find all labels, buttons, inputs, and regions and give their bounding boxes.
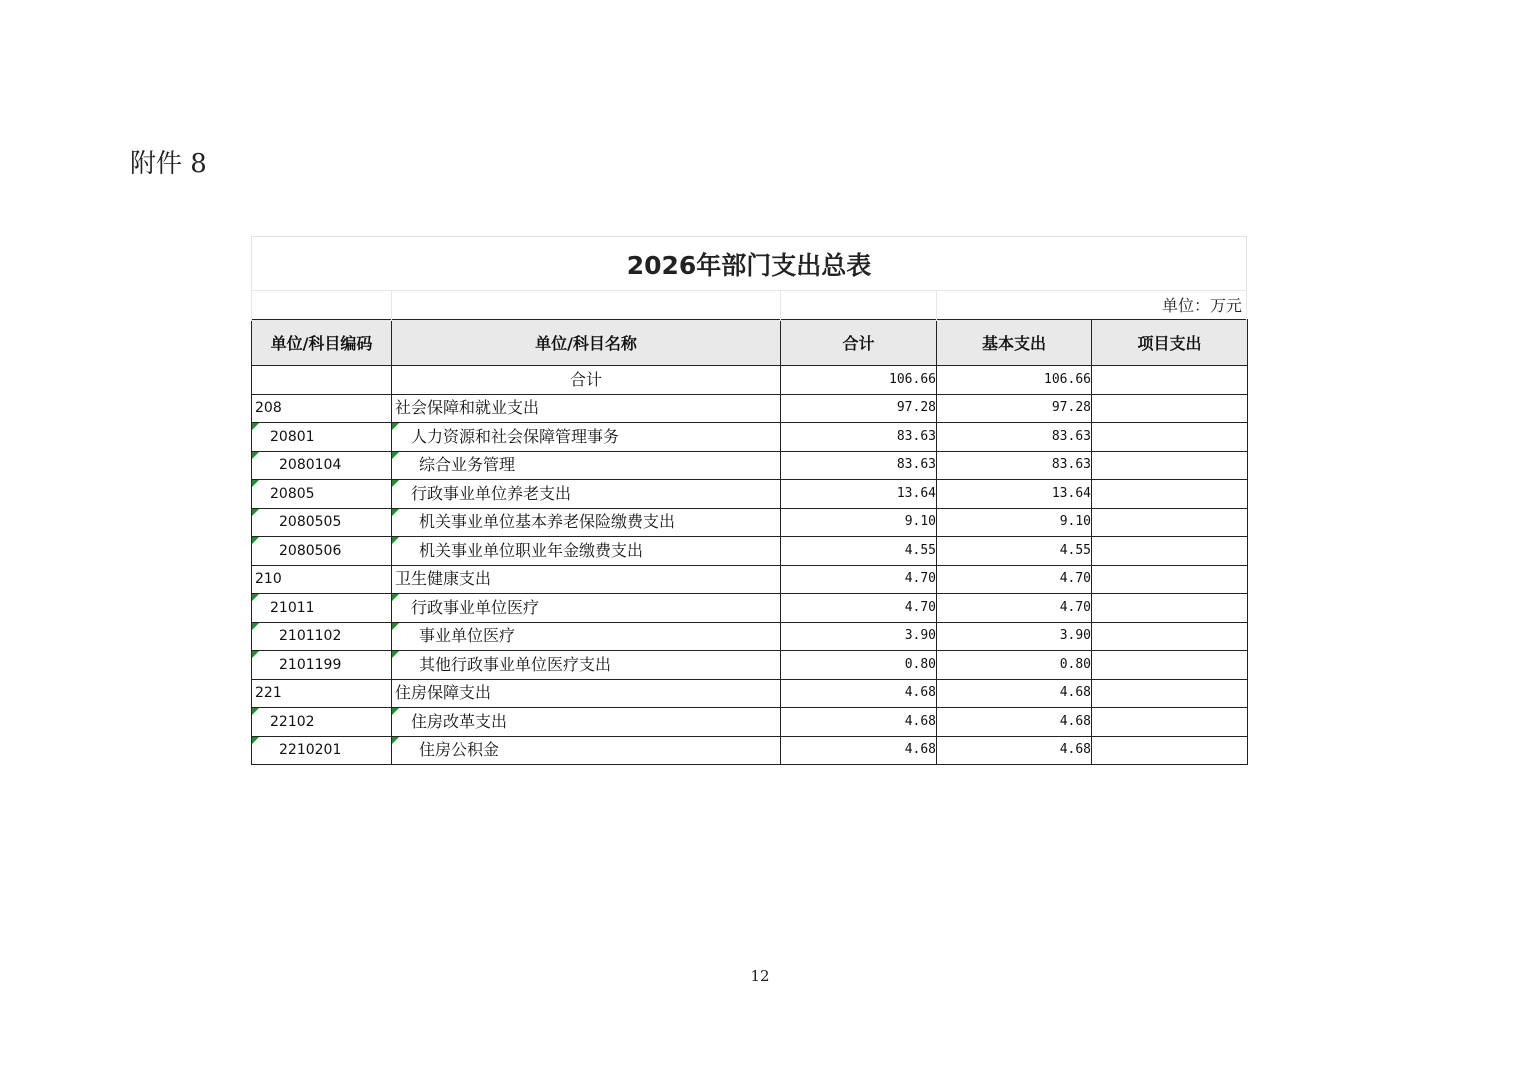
- row-name-text: 其他行政事业单位医疗支出: [419, 654, 612, 674]
- row-code: [252, 736, 392, 765]
- cell-flag-marker: [392, 737, 399, 744]
- row-name: [392, 594, 781, 623]
- row-basic: 4.70: [937, 565, 1092, 594]
- row-total: 83.63: [781, 451, 937, 480]
- expenditure-table: [251, 319, 1248, 765]
- row-project: [1092, 423, 1248, 452]
- cell-flag-marker: [392, 537, 399, 544]
- header-name: 单位/科目名称: [392, 320, 781, 366]
- row-code-text: 22102: [270, 713, 315, 730]
- header-code: 单位/科目编码: [252, 320, 392, 366]
- table-row: [252, 451, 1248, 480]
- row-name: [392, 651, 781, 680]
- cell-flag-marker: [252, 708, 259, 715]
- table-row: [252, 736, 1248, 765]
- row-name-text: 综合业务管理: [419, 455, 516, 475]
- cell-flag-marker: [392, 480, 399, 487]
- table-row: [252, 651, 1248, 680]
- row-project: [1092, 451, 1248, 480]
- unit-row: [251, 291, 1247, 319]
- row-code-text: 20805: [270, 485, 315, 502]
- row-project: [1092, 508, 1248, 537]
- table-row: [252, 366, 1248, 395]
- row-name: [392, 736, 781, 765]
- row-code-text: 2101199: [279, 656, 342, 673]
- cell-flag-marker: [252, 452, 259, 459]
- row-name: [392, 537, 781, 566]
- cell-flag-marker: [252, 537, 259, 544]
- row-total: 4.70: [781, 565, 937, 594]
- row-total: 4.68: [781, 679, 937, 708]
- row-project: [1092, 651, 1248, 680]
- cell-flag-marker: [252, 594, 259, 601]
- row-total: 0.80: [781, 651, 937, 680]
- row-project: [1092, 394, 1248, 423]
- row-code: [252, 651, 392, 680]
- row-name: 卫生健康支出: [392, 565, 781, 594]
- table-row: [252, 565, 1248, 594]
- row-basic: 4.68: [937, 679, 1092, 708]
- attachment-label: 附件 8: [130, 149, 207, 179]
- cell-flag-marker: [252, 509, 259, 516]
- row-total: 97.28: [781, 394, 937, 423]
- row-basic: 97.28: [937, 394, 1092, 423]
- row-code: [252, 537, 392, 566]
- row-basic: 3.90: [937, 622, 1092, 651]
- table-row: [252, 594, 1248, 623]
- table-row: [252, 537, 1248, 566]
- cell-flag-marker: [392, 594, 399, 601]
- row-total: 4.70: [781, 594, 937, 623]
- row-code: [252, 423, 392, 452]
- row-name-text: 机关事业单位职业年金缴费支出: [419, 540, 644, 560]
- row-basic: 9.10: [937, 508, 1092, 537]
- row-code-text: 2080505: [279, 514, 342, 531]
- row-code: [252, 451, 392, 480]
- row-name-text: 住房改革支出: [411, 711, 508, 731]
- row-total: 9.10: [781, 508, 937, 537]
- row-name: [392, 423, 781, 452]
- row-code: 208: [252, 394, 392, 423]
- row-basic: 13.64: [937, 480, 1092, 509]
- unit-row-blank-2: [391, 291, 780, 321]
- row-basic: 106.66: [937, 366, 1092, 395]
- row-name: 住房保障支出: [392, 679, 781, 708]
- row-code: 221: [252, 679, 392, 708]
- row-project: [1092, 594, 1248, 623]
- row-name: [392, 508, 781, 537]
- row-basic: 83.63: [937, 451, 1092, 480]
- row-project: [1092, 537, 1248, 566]
- row-name: [392, 480, 781, 509]
- row-basic: 4.70: [937, 594, 1092, 623]
- cell-flag-marker: [252, 423, 259, 430]
- row-total: 4.55: [781, 537, 937, 566]
- cell-flag-marker: [392, 623, 399, 630]
- row-name: [392, 451, 781, 480]
- row-basic: 4.55: [937, 537, 1092, 566]
- row-code: [252, 594, 392, 623]
- header-total: 合计: [781, 320, 937, 366]
- row-name-text: 行政事业单位养老支出: [411, 483, 572, 503]
- row-total: 83.63: [781, 423, 937, 452]
- row-name: 社会保障和就业支出: [392, 394, 781, 423]
- cell-flag-marker: [252, 737, 259, 744]
- unit-label: 单位：万元: [936, 291, 1247, 321]
- row-code-text: 2210201: [279, 742, 342, 759]
- row-project: [1092, 736, 1248, 765]
- cell-flag-marker: [392, 423, 399, 430]
- row-name: [392, 622, 781, 651]
- page-number: 12: [750, 967, 770, 985]
- expenditure-sheet: [251, 236, 1247, 765]
- table-row: [252, 679, 1248, 708]
- row-project: [1092, 480, 1248, 509]
- row-name-text: 行政事业单位医疗: [411, 597, 540, 617]
- unit-row-blank-3: [780, 291, 936, 321]
- cell-flag-marker: [392, 651, 399, 658]
- row-total: 4.68: [781, 708, 937, 737]
- row-name-text: 住房公积金: [419, 740, 500, 760]
- table-row: [252, 394, 1248, 423]
- row-total: 4.68: [781, 736, 937, 765]
- table-row: [252, 708, 1248, 737]
- header-project: 项目支出: [1092, 320, 1248, 366]
- row-code: [252, 480, 392, 509]
- cell-flag-marker: [392, 452, 399, 459]
- table-row: [252, 508, 1248, 537]
- cell-flag-marker: [252, 623, 259, 630]
- table-row: [252, 480, 1248, 509]
- row-name: [392, 708, 781, 737]
- cell-flag-marker: [252, 480, 259, 487]
- row-code-text: 2080104: [279, 457, 342, 474]
- row-code-text: 20801: [270, 428, 315, 445]
- row-name-text: 事业单位医疗: [419, 626, 516, 646]
- row-basic: 0.80: [937, 651, 1092, 680]
- row-project: [1092, 366, 1248, 395]
- cell-flag-marker: [392, 708, 399, 715]
- row-code-text: 2080506: [279, 542, 342, 559]
- row-basic: 4.68: [937, 736, 1092, 765]
- row-project: [1092, 565, 1248, 594]
- cell-flag-marker: [252, 651, 259, 658]
- row-code-text: 21011: [270, 599, 315, 616]
- row-name-text: 人力资源和社会保障管理事务: [411, 426, 620, 446]
- row-name-text: 机关事业单位基本养老保险缴费支出: [419, 512, 676, 532]
- row-code: [252, 508, 392, 537]
- row-total: 106.66: [781, 366, 937, 395]
- row-code-text: 2101102: [279, 628, 342, 645]
- row-total: 13.64: [781, 480, 937, 509]
- cell-flag-marker: [392, 509, 399, 516]
- row-code: [252, 366, 392, 395]
- table-title: 2026年部门支出总表: [251, 236, 1247, 291]
- row-basic: 83.63: [937, 423, 1092, 452]
- header-basic: 基本支出: [937, 320, 1092, 366]
- row-code: [252, 708, 392, 737]
- table-header-row: [252, 320, 1248, 366]
- row-project: [1092, 679, 1248, 708]
- row-basic: 4.68: [937, 708, 1092, 737]
- row-name: 合计: [392, 366, 781, 395]
- row-code: [252, 622, 392, 651]
- row-project: [1092, 622, 1248, 651]
- row-code: 210: [252, 565, 392, 594]
- table-row: [252, 423, 1248, 452]
- row-project: [1092, 708, 1248, 737]
- table-row: [252, 622, 1248, 651]
- row-total: 3.90: [781, 622, 937, 651]
- unit-row-blank-1: [251, 291, 391, 321]
